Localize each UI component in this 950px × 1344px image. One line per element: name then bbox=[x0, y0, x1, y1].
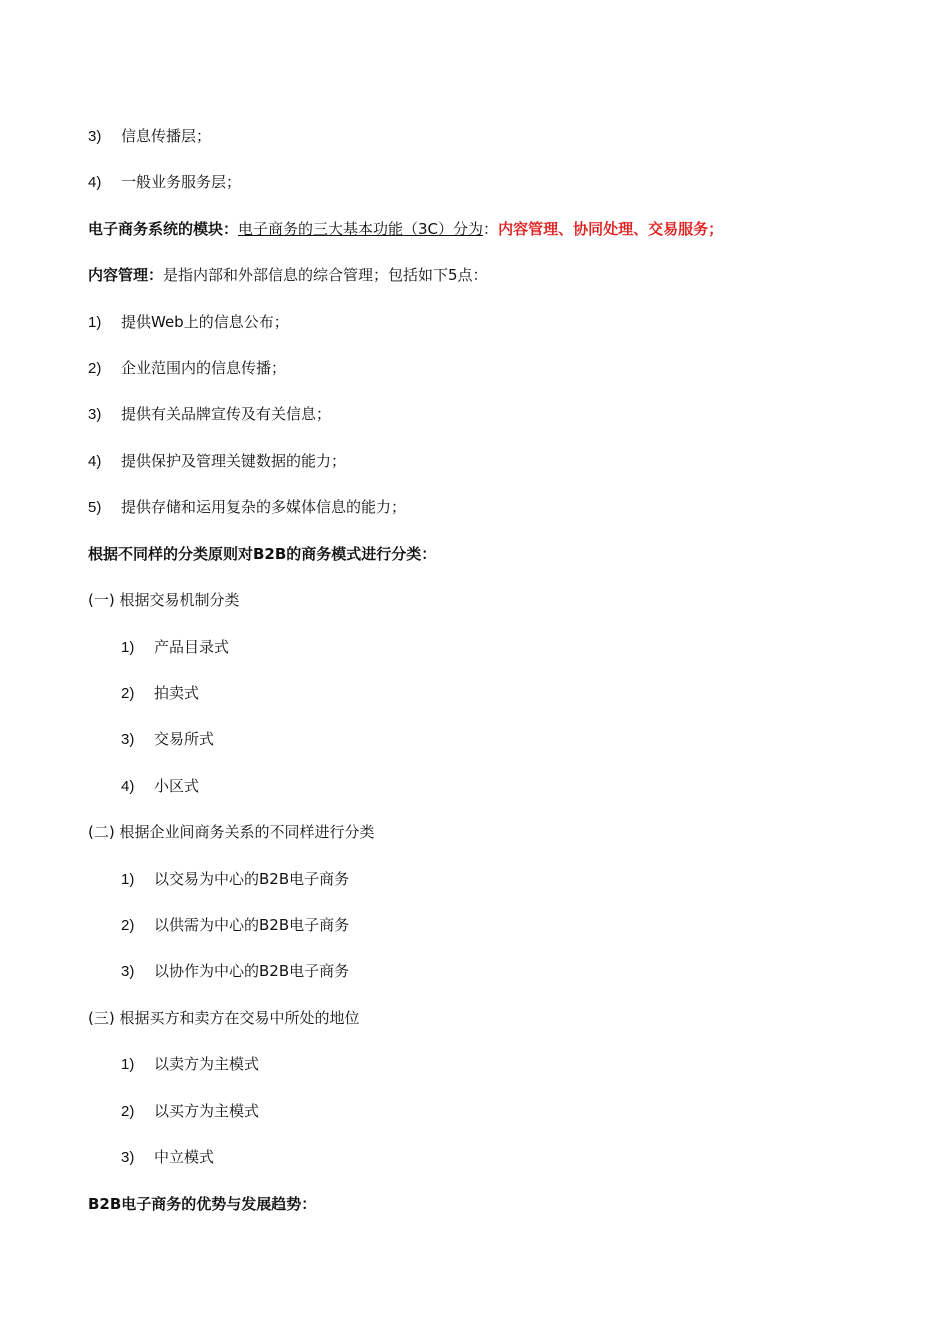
list-text: 企业范围内的信息传播； bbox=[121, 359, 287, 377]
modules-label: 电子商务系统的模块： bbox=[88, 220, 239, 238]
list-text: 以卖方为主模式 bbox=[154, 1055, 260, 1073]
list-number: 4) bbox=[121, 778, 135, 795]
list-number: 4) bbox=[88, 174, 102, 191]
list-item bbox=[88, 451, 346, 472]
classification-heading: 根据不同样的分类原则对B2B的商务模式进行分类： bbox=[88, 545, 437, 563]
list-number: 2) bbox=[121, 685, 135, 702]
content-mgmt-label: 内容管理： bbox=[88, 266, 164, 284]
list-text: 以供需为中心的B2B电子商务 bbox=[154, 916, 350, 934]
modules-colon: ： bbox=[483, 220, 499, 238]
list-text: 一般业务服务层； bbox=[121, 173, 242, 191]
list-number: 1) bbox=[121, 639, 135, 656]
list-item bbox=[121, 1147, 214, 1168]
list-number: 2) bbox=[121, 1103, 135, 1120]
list-text: 提供存储和运用复杂的多媒体信息的能力； bbox=[121, 498, 407, 516]
list-item bbox=[88, 312, 289, 333]
list-item bbox=[88, 497, 406, 518]
list-item bbox=[121, 776, 199, 797]
list-text: 提供Web上的信息公布； bbox=[121, 313, 289, 331]
list-number: 5) bbox=[88, 499, 102, 516]
list-number: 4) bbox=[88, 453, 102, 470]
list-text: 中立模式 bbox=[154, 1148, 215, 1166]
group-label: (三) 根据买方和卖方在交易中所处的地位 bbox=[88, 1009, 360, 1027]
list-number: 2) bbox=[121, 917, 135, 934]
list-number: 3) bbox=[88, 406, 102, 423]
group-label: (二) 根据企业间商务关系的不同样进行分类 bbox=[88, 823, 375, 841]
list-item bbox=[121, 729, 214, 750]
content-mgmt-paragraph bbox=[88, 265, 488, 285]
list-number: 3) bbox=[121, 963, 135, 980]
list-item bbox=[88, 172, 241, 193]
list-item bbox=[121, 869, 349, 890]
list-text: 拍卖式 bbox=[154, 684, 200, 702]
list-number: 3) bbox=[88, 128, 102, 145]
modules-paragraph bbox=[88, 219, 723, 239]
content-mgmt-text: 是指内部和外部信息的综合管理；包括如下5点： bbox=[163, 266, 488, 284]
list-item bbox=[121, 637, 229, 658]
list-number: 3) bbox=[121, 1149, 135, 1166]
list-item bbox=[121, 1101, 259, 1122]
list-item bbox=[88, 404, 331, 425]
list-text: 小区式 bbox=[154, 777, 200, 795]
list-text: 以交易为中心的B2B电子商务 bbox=[154, 870, 350, 888]
list-item bbox=[121, 915, 349, 936]
modules-highlight: 内容管理、协同处理、交易服务； bbox=[498, 220, 724, 238]
list-text: 提供保护及管理关键数据的能力； bbox=[121, 452, 347, 470]
list-number: 1) bbox=[121, 871, 135, 888]
list-text: 以买方为主模式 bbox=[154, 1102, 260, 1120]
list-text: 产品目录式 bbox=[154, 638, 230, 656]
final-heading: B2B电子商务的优势与发展趋势： bbox=[88, 1195, 317, 1213]
list-item bbox=[121, 1054, 259, 1075]
list-text: 信息传播层； bbox=[121, 127, 212, 145]
list-text: 交易所式 bbox=[154, 730, 215, 748]
list-item bbox=[88, 358, 286, 379]
modules-underlined-text: 电子商务的三大基本功能（3C）分为 bbox=[238, 220, 484, 238]
list-item bbox=[88, 126, 211, 147]
list-number: 2) bbox=[88, 360, 102, 377]
group-label: (一) 根据交易机制分类 bbox=[88, 591, 240, 609]
list-text: 提供有关品牌宣传及有关信息； bbox=[121, 405, 332, 423]
list-number: 3) bbox=[121, 731, 135, 748]
list-item bbox=[121, 683, 199, 704]
list-item bbox=[121, 961, 349, 982]
list-number: 1) bbox=[88, 314, 102, 331]
list-text: 以协作为中心的B2B电子商务 bbox=[154, 962, 350, 980]
list-number: 1) bbox=[121, 1056, 135, 1073]
